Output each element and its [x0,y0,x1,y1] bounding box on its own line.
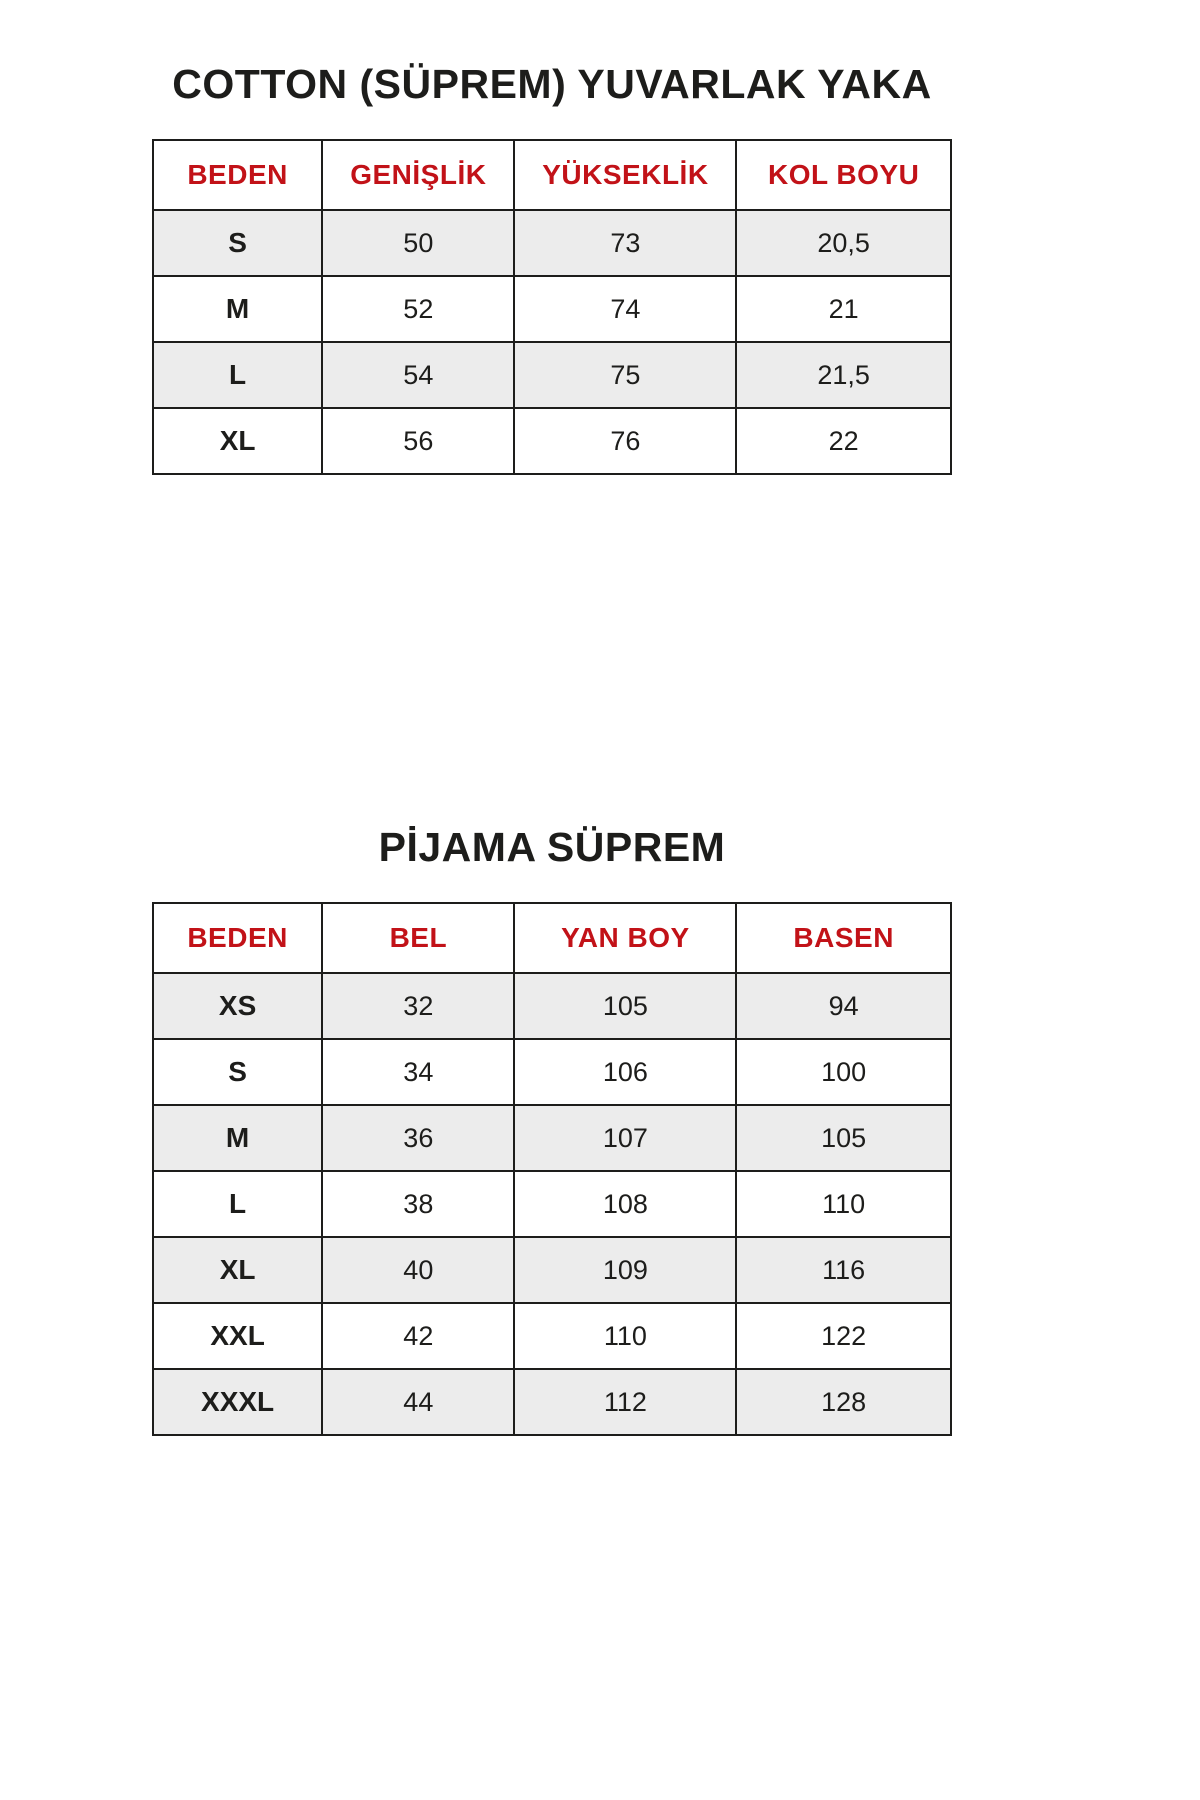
value-cell: 44 [322,1369,514,1435]
value-cell: 34 [322,1039,514,1105]
table-body [153,210,951,474]
value-cell: 38 [322,1171,514,1237]
value-cell: 122 [736,1303,951,1369]
table-row [153,342,951,408]
value-cell: 73 [514,210,736,276]
size-cell: XS [153,973,322,1039]
value-cell: 20,5 [736,210,951,276]
column-header-yukseklik: YÜKSEKLİK [514,140,736,210]
value-cell: 105 [514,973,736,1039]
table-body [153,973,951,1435]
value-cell: 107 [514,1105,736,1171]
column-header-yan-boy: YAN BOY [514,903,736,973]
value-cell: 22 [736,408,951,474]
column-header-genislik: GENİŞLİK [322,140,514,210]
size-cell: XXL [153,1303,322,1369]
value-cell: 50 [322,210,514,276]
value-cell: 105 [736,1105,951,1171]
column-header-basen: BASEN [736,903,951,973]
value-cell: 108 [514,1171,736,1237]
value-cell: 32 [322,973,514,1039]
value-cell: 109 [514,1237,736,1303]
table-header [153,140,951,210]
header-row [153,903,951,973]
value-cell: 112 [514,1369,736,1435]
section-title-pijama: PİJAMA SÜPREM [378,824,726,871]
value-cell: 74 [514,276,736,342]
table-row [153,1303,951,1369]
column-header-kol-boyu: KOL BOYU [736,140,951,210]
value-cell: 106 [514,1039,736,1105]
section-cotton-suprem [152,0,952,475]
size-cell: XXXL [153,1369,322,1435]
column-header-beden: BEDEN [153,140,322,210]
column-header-beden: BEDEN [153,903,322,973]
table-row [153,408,951,474]
value-cell: 52 [322,276,514,342]
table-row [153,973,951,1039]
table-row [153,1369,951,1435]
content-column [152,0,952,1436]
size-cell: M [153,276,322,342]
size-cell: S [153,210,322,276]
section-title-cotton: COTTON (SÜPREM) YUVARLAK YAKA [172,61,932,107]
size-cell: XL [153,1237,322,1303]
table-row [153,276,951,342]
size-table-pijama [152,902,952,1436]
value-cell: 42 [322,1303,514,1369]
section-pijama-suprem [152,823,952,1436]
header-row [153,140,951,210]
table-row [153,1039,951,1105]
value-cell: 21,5 [736,342,951,408]
table-row [153,210,951,276]
size-cell: S [153,1039,322,1105]
table-row [153,1105,951,1171]
value-cell: 21 [736,276,951,342]
value-cell: 116 [736,1237,951,1303]
size-cell: L [153,342,322,408]
column-header-bel: BEL [322,903,514,973]
value-cell: 56 [322,408,514,474]
value-cell: 40 [322,1237,514,1303]
value-cell: 36 [322,1105,514,1171]
size-table-cotton [152,139,952,475]
value-cell: 75 [514,342,736,408]
table-row [153,1171,951,1237]
size-cell: M [153,1105,322,1171]
value-cell: 110 [514,1303,736,1369]
size-cell: L [153,1171,322,1237]
value-cell: 54 [322,342,514,408]
value-cell: 76 [514,408,736,474]
value-cell: 128 [736,1369,951,1435]
table-header [153,903,951,973]
value-cell: 110 [736,1171,951,1237]
table-row [153,1237,951,1303]
size-cell: XL [153,408,322,474]
value-cell: 94 [736,973,951,1039]
value-cell: 100 [736,1039,951,1105]
